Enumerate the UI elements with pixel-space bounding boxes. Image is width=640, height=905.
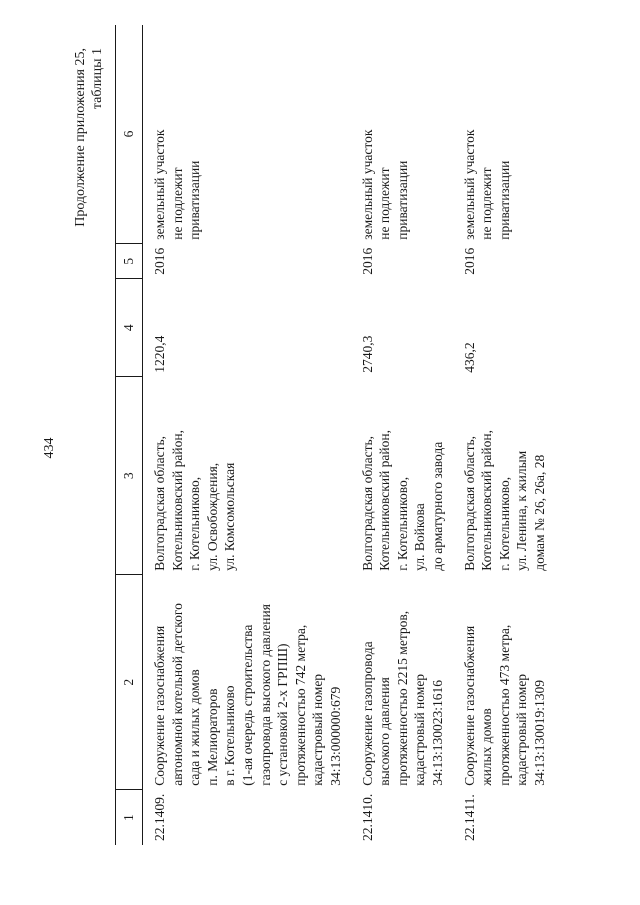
object-address: [351, 377, 453, 575]
text-line: кадастровый номер: [310, 673, 326, 786]
text-line: кадастровый номер: [412, 673, 428, 786]
object-year: 2016: [461, 247, 477, 275]
text-line: ул. Ленина, к жилым: [514, 450, 530, 571]
header-col-1: 1: [116, 790, 143, 845]
text-line: кадастровый номер: [514, 673, 530, 786]
header-col-3: 3: [116, 377, 143, 575]
text-line: 34:13:000000:679: [327, 686, 343, 786]
object-value: 436,2: [461, 342, 477, 373]
object-value: 2740,3: [359, 335, 375, 373]
text-line: п. Мелиораторов: [204, 688, 220, 786]
text-line: не подлежит: [377, 167, 393, 240]
text-line: до арматурного завода: [429, 441, 445, 571]
text-line: в г. Котельниково: [222, 685, 238, 786]
text-line: протяженностью 2215 метров,: [394, 610, 410, 786]
continuation-line-1: Продолжение приложения 25,: [73, 48, 88, 227]
object-value: 1220,4: [152, 335, 167, 373]
text-line: 34:13:130019:1309: [531, 679, 547, 786]
text-line: приватизации: [496, 160, 512, 240]
object-name: [143, 575, 351, 790]
page-number: 434: [42, 437, 57, 459]
object-address: [453, 377, 555, 575]
header-col-5: 5: [116, 244, 143, 279]
text-line: Волгоградская область,: [359, 435, 375, 571]
text-line: Сооружение газоснабжения: [152, 625, 167, 786]
continuation-caption: [72, 48, 106, 378]
header-col-2: 2: [116, 575, 143, 790]
text-line: газопровода высокого давления: [257, 604, 273, 786]
object-address: [143, 377, 351, 575]
table-row: [143, 25, 351, 845]
row-number: 22.1410.: [359, 793, 375, 841]
text-line: не подлежит: [169, 167, 185, 240]
text-line: автономной котельной детского: [169, 603, 185, 786]
text-line: ул. Освобождения,: [204, 462, 220, 571]
text-line: г. Котельниково,: [187, 476, 203, 571]
table-row: [351, 25, 453, 845]
row-number: 22.1411.: [461, 794, 477, 841]
text-line: г. Котельниково,: [496, 476, 512, 571]
text-line: (1-ая очередь строительства: [239, 624, 255, 786]
text-line: с установкой 2-х ГРПШ): [275, 643, 291, 786]
object-note: [453, 25, 555, 244]
text-line: г. Котельниково,: [394, 476, 410, 571]
object-name: [351, 575, 453, 790]
text-line: земельный участок: [461, 129, 477, 240]
text-line: протяженностью 742 метра,: [292, 624, 308, 786]
table-header-row: [116, 25, 143, 845]
object-name: [453, 575, 555, 790]
text-line: Волгоградская область,: [461, 435, 477, 571]
text-line: высокого давления: [377, 677, 393, 786]
text-line: Котельниковский район,: [169, 430, 185, 571]
text-line: не подлежит: [479, 167, 495, 240]
object-year: 2016: [359, 247, 375, 275]
text-line: Котельниковский район,: [377, 430, 393, 571]
text-line: приватизации: [187, 160, 203, 240]
continuation-line-2: таблицы 1: [90, 48, 105, 110]
text-line: сада и жилых домов: [187, 669, 203, 786]
text-line: ул. Комсомольская: [222, 462, 238, 571]
property-table: [115, 25, 554, 845]
text-line: 34:13:130023:1616: [429, 679, 445, 786]
text-line: жилых домов: [479, 708, 495, 786]
table-row: [453, 25, 555, 845]
object-note: [143, 25, 351, 244]
object-note: [351, 25, 453, 244]
text-line: приватизации: [394, 160, 410, 240]
text-line: земельный участок: [152, 129, 167, 240]
header-col-6: 6: [116, 25, 143, 244]
text-line: Волгоградская область,: [152, 435, 167, 571]
text-line: Сооружение газопровода: [359, 641, 375, 786]
header-col-4: 4: [116, 279, 143, 377]
text-line: протяженностью 473 метра,: [496, 624, 512, 786]
text-line: Сооружение газоснабжения: [461, 625, 477, 786]
row-number: 22.1409.: [152, 793, 167, 841]
text-line: Котельниковский район,: [479, 430, 495, 571]
text-line: домам № 26, 26а, 28: [531, 454, 547, 571]
text-line: земельный участок: [359, 129, 375, 240]
object-year: 2016: [152, 247, 167, 275]
text-line: ул. Войкова: [412, 503, 428, 571]
